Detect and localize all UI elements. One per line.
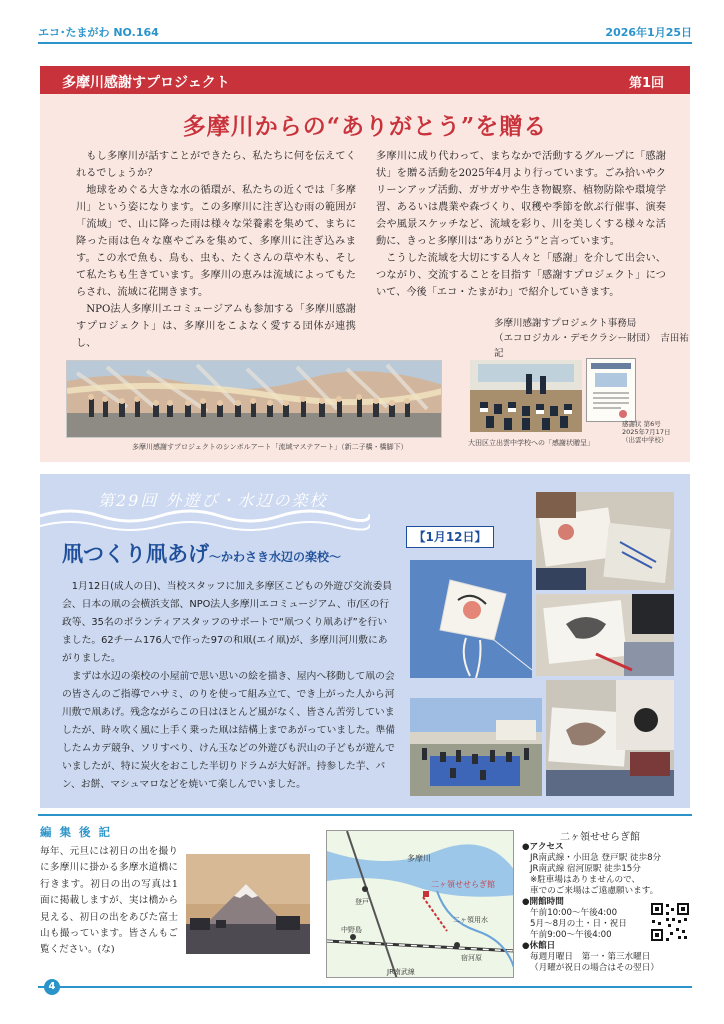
access-line: JR南武線 宿河原駅 徒歩15分 [530, 864, 641, 874]
event-title-main: 凧つくり凧あげ [62, 542, 209, 566]
signature-name: （エコロジカル・デモクラシー財団） 吉田祐記 [494, 333, 689, 359]
paragraph: 1月12日(成人の日)、当校スタッフに加え多摩区こどもの外遊び交流委員会、日本の凧の会横浜支部、NPO法人多摩川エコミュージアム、市/区の行政等、35名のボランティアスタッフのサポートで“凧つくり凧あげ”を行いました。62チーム176人で作った97の和凧(エイ凧)が、多摩川河川敷にあがりました。 [62, 581, 393, 664]
location-map [326, 830, 514, 978]
school-photo-caption: 大田区立出雲中学校への「感謝状贈呈」 [468, 439, 594, 447]
caption-line: 2025年7月17日 [622, 428, 671, 436]
assembling-kite-photo [536, 594, 674, 676]
qr-code-icon[interactable] [650, 902, 690, 942]
footer-divider [38, 986, 692, 988]
bottom-divider [38, 814, 692, 816]
hours-line: 5月～8月の土・日・祝日 [530, 919, 627, 929]
article-column-2 [376, 148, 666, 301]
editorial-body: 毎年、元旦には初日の出を撮りに多摩川に掛かる多摩水道橋に行きます。初日の出の写真は1面に掲載しますが、実は橋から見える、初日の出をあびた富士山も撮っています。皆さんもご覧ください。(な) [40, 846, 178, 956]
hours-line: 午前9:00～午後4:00 [530, 930, 612, 940]
kite-flying-photo [410, 560, 532, 678]
event-date-label: 【1月12日】 [406, 526, 494, 548]
map-label-canal: 二ヶ領用水 [453, 916, 488, 924]
paragraph: もし多摩川が話すことができたら、私たちに何を伝えてくれるでしょうか？ [76, 151, 356, 179]
paragraph: 多摩川に成り代わって、まちなかで活動するグループに「感謝状」を贈る活動を2025年4月より行っています。ごみ拾いやクリーンアップ活動、ガサガサや生き物観察、植物防除や環境学習、あるいは農業や森づくり、収穫や季節を飲ぶ行催事、演奏会や風景スケッチなど、流域を彩り、川を美しくする様々な活動に、きっと多摩川は“ありがとう”と言っています。 [376, 151, 666, 247]
school-ceremony-photo [470, 360, 582, 432]
issue-date: 2026年1月25日 [605, 26, 692, 39]
section-title: 多摩川感謝すプロジェクト [62, 75, 230, 91]
drawing-kite-photo [536, 492, 674, 590]
kite-event-section [40, 474, 690, 808]
signature [494, 316, 690, 361]
closed-heading: ●休館日 [522, 941, 556, 951]
access-line: ※駐車場はありませんので、 [530, 875, 641, 885]
article-column-1 [76, 148, 356, 352]
facility-name: 二ヶ領せせらぎ館 [560, 832, 640, 843]
page-number: 4 [44, 979, 60, 995]
map-label-noborito: 登戸 [355, 898, 369, 906]
page-header [38, 24, 692, 42]
map-label-nakanoshima: 中野島 [341, 926, 362, 934]
header-divider [38, 42, 692, 44]
crafting-table-photo [546, 680, 674, 796]
event-series-banner: 第29回 外遊び・水辺の楽校 [98, 491, 328, 510]
map-label-seseragi: 二ヶ領せせらぎ館 [431, 880, 495, 889]
certificate-caption [622, 420, 670, 444]
editorial-title: 編 集 後 記 [40, 825, 113, 839]
event-subtitle: ～かわさき水辺の楽校～ [209, 550, 342, 564]
symbol-art-photo [66, 360, 442, 438]
access-line: 車でのご来場はご遠慮願います。 [530, 886, 659, 896]
access-line: JR南武線・小田急 登戸駅 徒歩8分 [530, 853, 662, 863]
caption-line: 感謝状 第6号 [622, 420, 661, 428]
hours-line: 午前10:00～午後4:00 [530, 908, 618, 918]
certificate-image [586, 358, 636, 422]
map-label-river: 多摩川 [407, 854, 431, 863]
access-heading: ●アクセス [522, 842, 564, 852]
paragraph: まずは水辺の楽校の小屋前で思い思いの絵を描き、屋内へ移動して凧の会の皆さんのご指導でハサミ、のりを使って組み立て、でき上がった人から河川敷で凧あげ。残念ながらこの日はほとんど風がなく、皆さん苦労していましたが、時々吹く風に上手く乗った凧は結構上まであがっていました。準備したムカデ競争、ソリすべり、けん玉などの外遊びも沢山の子どもが遊んでいましたが、特に炭火をおこした半切りドラムが大好評。持参した芋、パン、お餅、マシュマロなどを焼いて楽しんでいました。 [62, 671, 396, 790]
map-label-line: JR南武線 [387, 968, 415, 976]
magazine-title: エコ･たまがわ NO.164 [38, 26, 159, 39]
caption-line: （出雲中学校） [622, 436, 668, 444]
article-headline: 多摩川からの“ありがとう”を贈る [182, 113, 548, 140]
art-photo-caption: 多摩川感謝すプロジェクトのシンボルアート「流域マステアート」（新二子橋・橋脚下） [132, 443, 408, 451]
closed-line: （月曜が祝日の場合はその翌日） [530, 963, 659, 973]
section-title-bar [40, 66, 690, 94]
event-title [62, 538, 341, 568]
map-label-shukugawara: 宿河原 [461, 954, 482, 962]
paragraph: こうした流域を大切にする人々と「感謝」を介して出会い、つながり、交流することを目指す「感謝すプロジェクト」について、今後「エコ・たまがわ」で紹介していきます。 [376, 253, 666, 298]
signature-org: 多摩川感謝すプロジェクト事務局 [494, 318, 637, 329]
issue-number: 第1回 [628, 76, 664, 91]
project-section [40, 66, 690, 462]
event-article [62, 578, 396, 794]
mount-fuji-photo [186, 854, 310, 954]
paragraph: 地球をめぐる大きな水の循環が、私たちの近くでは「多摩川」という姿になります。この多摩川に注ぎ込む雨の範囲が「流域」で、山に降った雨は様々な栄養素を集めて、まちに降った雨は色々な塵やごみを集めて、多摩川に注ぎ込みます。この水で魚も、鳥も、虫も、たくさんの草や木も、そして私たちも生きています。多摩川の恵みは流域によってもたらされ、流域に花開きます。 [76, 185, 356, 298]
hours-heading: ●開館時間 [522, 897, 564, 907]
paragraph: NPO法人多摩川エコミュージアムも参加する「多摩川感謝すプロジェクト」は、多摩川をこよなく愛する団体が連携し、 [76, 304, 356, 349]
riverbank-group-photo [410, 698, 542, 796]
closed-line: 毎週月曜日 第一・第三水曜日 [530, 952, 651, 962]
